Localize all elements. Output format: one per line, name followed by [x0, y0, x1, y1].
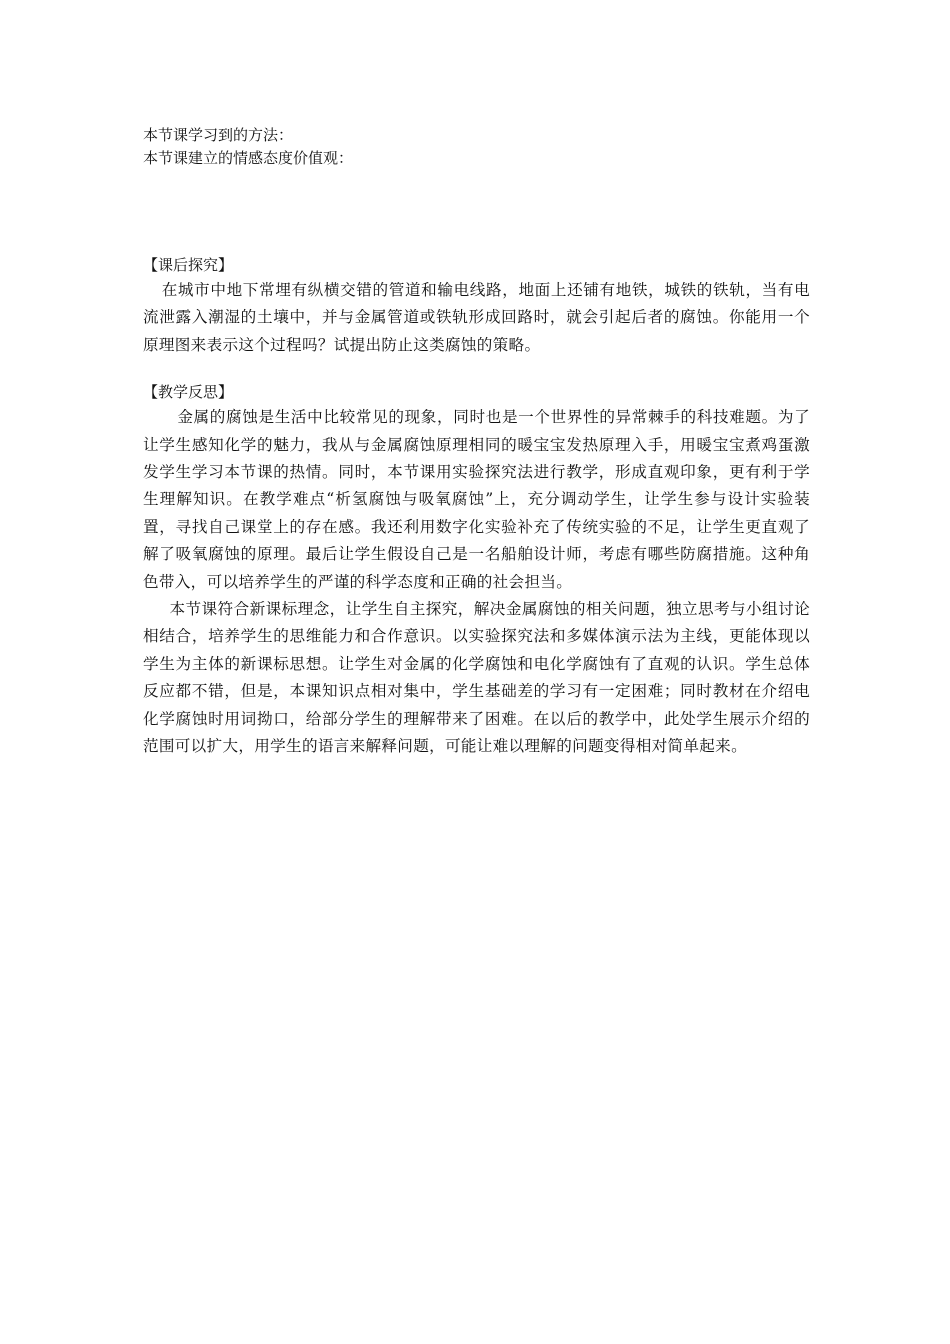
- teaching-reflection-heading: 【教学反思】: [143, 383, 234, 402]
- post-class-inquiry-heading: 【课后探究】: [143, 256, 234, 274]
- teaching-reflection-paragraph-2: 本节课符合新课标理念，让学生自主探究，解决金属腐蚀的相关问题，独立思考与小组讨论相结合，培养学生的思维能力和合作意识。以实验探究法和多媒体演示法为主线，更能体现以学生为主体的新课标思想。让学生对金属的化学腐蚀和电化学腐蚀有了直观的认识。学生总体反应都不错，但是，本课知识点相对集中，学生基础差的学习有一定困难；同时教材在介绍电化学腐蚀时用词拗口，给部分学生的理解带来了困难。在以后的教学中，此处学生展示介绍的范围可以扩大，用学生的语言来解释问题，可能让难以理解的问题变得相对简单起来。: [143, 600, 810, 756]
- values-established-label: 本节课建立的情感态度价值观：: [143, 149, 354, 167]
- methods-learned-label: 本节课学习到的方法：: [143, 126, 294, 144]
- spacer: [143, 359, 810, 380]
- teaching-reflection-paragraph-1: 金属的腐蚀是生活中比较常见的现象，同时也是一个世界性的异常棘手的科技难题。为了让学生感知化学的魅力，我从与金属腐蚀原理相同的暖宝宝发热原理入手，用暖宝宝煮鸡蛋激发学生学习本节课的热情。同时，本节课用实验探究法进行教学，形成直观印象，更有利于学生理解知识。在教学难点“析氢腐蚀与吸氧腐蚀”上，充分调动学生，让学生参与设计实验装置，寻找自己课堂上的存在感。我还利用数字化实验补充了传统实验的不足，让学生更直观了解了吸氧腐蚀的原理。最后让学生假设自己是一名船舶设计师，考虑有哪些防腐措施。这种角色带入，可以培养学生的严谨的科学态度和正确的社会担当。: [143, 408, 810, 591]
- spacer: [143, 170, 810, 253]
- post-class-inquiry-text: 在城市中地下常埋有纵横交错的管道和输电线路，地面上还铺有地铁，城铁的铁轨，当有电流泄露入潮湿的土壤中，并与金属管道或铁轨形成回路时，就会引起后者的腐蚀。你能用一个原理图来表示这个过程吗？试提出防止这类腐蚀的策略。: [143, 281, 810, 354]
- document-body: [143, 124, 810, 761]
